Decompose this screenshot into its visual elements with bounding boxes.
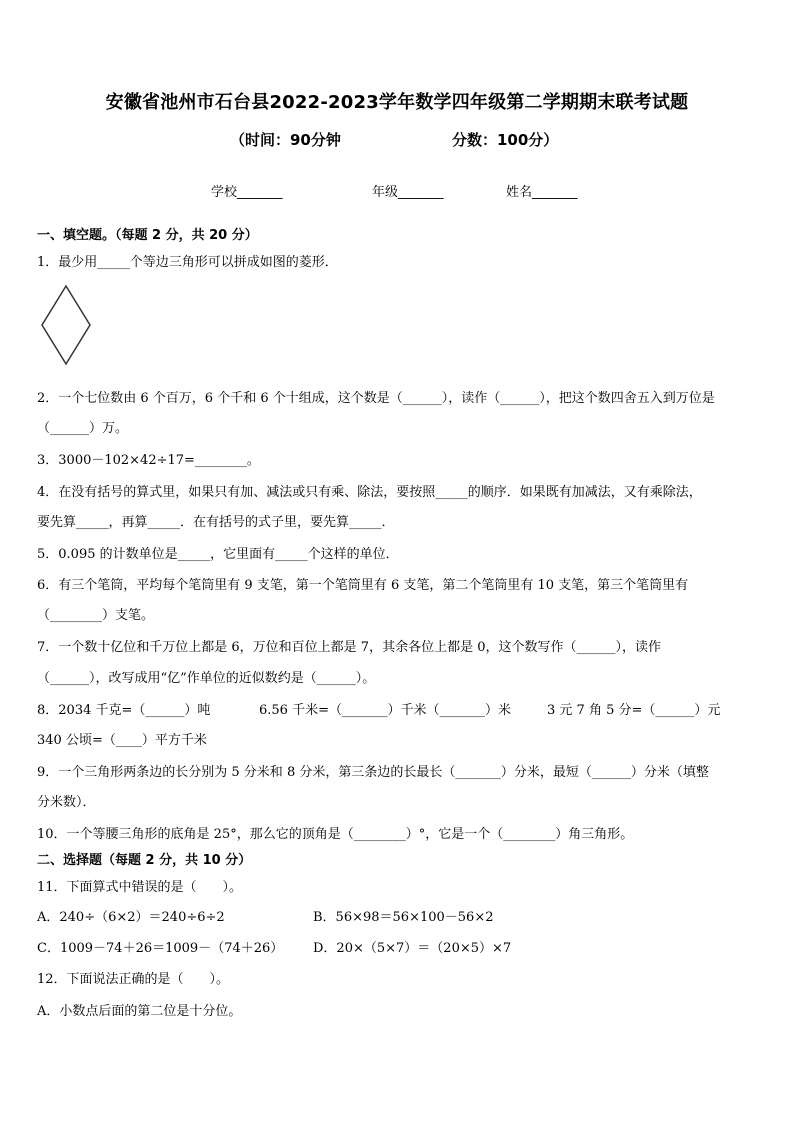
question-11: 11．下面算式中错误的是（ ）。 bbox=[37, 880, 243, 895]
question-10: 10．一个等腰三角形的底角是 25°，那么它的顶角是（________）°，它是一个（________）角三角形。 bbox=[37, 827, 634, 842]
section-heading-fill-blank: 一、填空题。（每题 2 分，共 20 分） bbox=[37, 228, 258, 243]
question-11-option-c: C．1009－74＋26＝1009－（74＋26） bbox=[37, 941, 284, 956]
name-field: 姓名_______ bbox=[506, 185, 578, 200]
question-11-option-b: B．56×98＝56×100－56×2 bbox=[313, 910, 494, 925]
question-6: 6．有三个笔筒，平均每个笔筒里有 9 支笔，第一个笔筒里有 6 支笔，第二个笔筒里有 10 支笔，第三个笔筒里有 bbox=[37, 578, 689, 593]
exam-time: （时间：90分钟 bbox=[230, 131, 341, 149]
grade-field: 年级_______ bbox=[372, 185, 444, 200]
question-11-option-a: A．240÷（6×2）＝240÷6÷2 bbox=[37, 910, 225, 925]
question-9: 9．一个三角形两条边的长分别为 5 分米和 8 分米，第三条边的长最长（_______）分米，最短（______）分米（填整 bbox=[37, 765, 709, 780]
page-title: 安徽省池州市石台县2022-2023学年数学四年级第二学期期末联考试题 bbox=[105, 92, 689, 113]
exam-score: 分数：100分） bbox=[452, 131, 559, 149]
question-6-cont: （________）支笔。 bbox=[37, 608, 155, 623]
question-5: 5．0.095 的计数单位是_____，它里面有_____个这样的单位． bbox=[37, 547, 399, 562]
question-1: 1．最少用_____个等边三角形可以拼成如图的菱形． bbox=[37, 255, 338, 270]
question-4-cont: 要先算_____，再算_____．在有括号的式子里，要先算_____． bbox=[37, 515, 395, 530]
question-4: 4．在没有括号的算式里，如果只有加、减法或只有乘、除法，要按照_____的顺序．如果既有加减法，又有乘除法， bbox=[37, 485, 702, 500]
school-field: 学校_______ bbox=[211, 185, 283, 200]
question-12: 12．下面说法正确的是（ ）。 bbox=[37, 972, 230, 987]
section-heading-choice: 二、选择题（每题 2 分，共 10 分） bbox=[37, 853, 252, 868]
question-2-cont: （______）万。 bbox=[37, 421, 129, 436]
question-7: 7．一个数十亿位和千万位上都是 6，万位和百位上都是 7，其余各位上都是 0，这个数写作（______），读作 bbox=[37, 640, 661, 655]
question-12-option-a: A．小数点后面的第二位是十分位。 bbox=[37, 1004, 242, 1019]
question-8-part-b: 6.56 千米=（_______）千米（_______）米 bbox=[259, 703, 511, 718]
question-9-cont: 分米数）． bbox=[37, 795, 96, 810]
question-8-part-a: 8．2034 千克=（______）吨 bbox=[37, 703, 211, 718]
question-11-option-d: D．20×（5×7）＝（20×5）×7 bbox=[313, 941, 512, 956]
question-7-cont: （______），改写成用“亿”作单位的近似数约是（______）。 bbox=[37, 671, 376, 686]
question-8-part-c: 3 元 7 角 5 分=（______）元 bbox=[547, 703, 721, 718]
question-8-part-d: 340 公顷=（____）平方千米 bbox=[37, 733, 207, 748]
question-2: 2．一个七位数由 6 个百万，6 个千和 6 个十组成，这个数是（______），读作（______），把这个数四舍五入到万位是 bbox=[37, 391, 715, 406]
rhombus-figure bbox=[40, 284, 94, 368]
question-3: 3．3000－102×42÷17=________。 bbox=[37, 453, 260, 468]
